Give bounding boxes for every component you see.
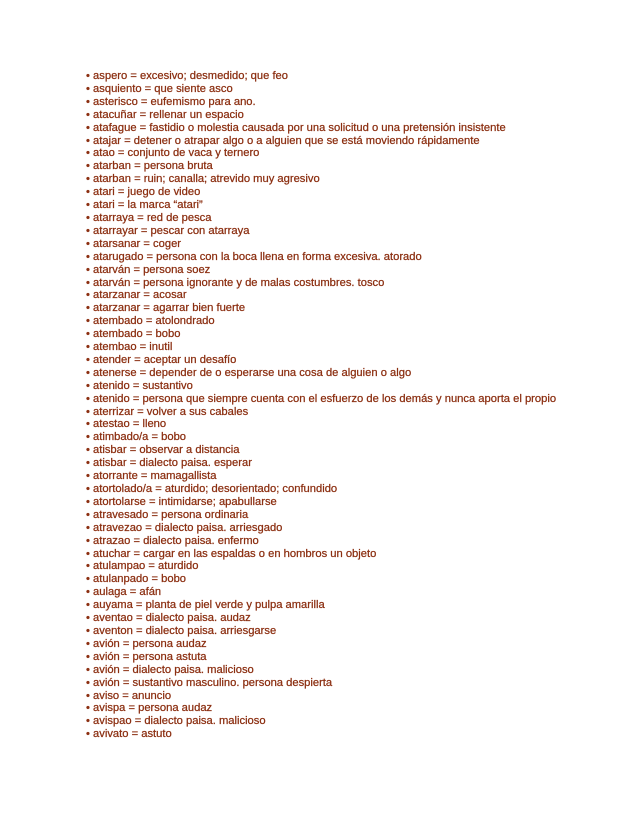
glossary-entry: • atarugado = persona con la boca llena en forma excesiva. atorado [86,250,422,263]
glossary-entry: • aterrizar = volver a sus cabales [86,405,249,418]
glossary-entry: • aviso = anuncio [86,689,172,702]
glossary-entry: • atisbar = dialecto paisa. esperar [86,457,252,470]
glossary-entry: • atimbado/a = bobo [86,431,187,444]
glossary-entry: • aventao = dialecto paisa. audaz [86,612,251,625]
glossary-entry: • atao = conjunto de vaca y ternero [86,147,260,160]
glossary-entry: • atender = aceptar un desafío [86,353,237,366]
glossary-list [86,70,558,741]
glossary-entry: • avión = dialecto paisa. malicioso [86,663,254,676]
glossary-entry: • atarban = ruin; canalla; atrevido muy agresivo [86,173,320,186]
glossary-entry: • asterisco = eufemismo para ano. [86,95,256,108]
glossary-entry: • aulaga = afán [86,586,162,599]
glossary-entry: • atarzanar = agarrar bien fuerte [86,302,246,315]
glossary-entry: • atari = la marca “atari” [86,199,203,212]
glossary-entry: • avión = persona audaz [86,637,207,650]
glossary-entry: • asquiento = que siente asco [86,82,233,95]
glossary-entry: • atafague = fastidio o molestia causada por una solicitud o una pretensión insistente [86,121,506,134]
glossary-entry: • aventon = dialecto paisa. arriesgarse [86,624,277,637]
glossary-entry: • atarraya = red de pesca [86,211,212,224]
glossary-entry: • atestao = lleno [86,418,167,431]
glossary-entry: • avión = sustantivo masculino. persona despierta [86,676,333,689]
glossary-entry: • atulampao = aturdido [86,560,199,573]
glossary-entry: • avión = persona astuta [86,650,207,663]
glossary-entry: • atembado = atolondrado [86,315,215,328]
glossary-entry: • avispao = dialecto paisa. malicioso [86,715,266,728]
glossary-entry: • aspero = excesivo; desmedido; que feo [86,70,288,82]
glossary-entry: • atisbar = observar a distancia [86,444,240,457]
glossary-entry: • atarzanar = acosar [86,289,187,302]
glossary-entry: • atortolado/a = aturdido; desorientado; confundido [86,483,338,495]
glossary-entry: • atarván = persona soez [86,263,211,276]
glossary-entry: • atenido = persona que siempre cuenta con el esfuerzo de los demás y nunca aporta el propio [86,392,557,405]
glossary-entry: • atari = juego de video [86,186,201,199]
glossary-entry: • atravesado = persona ordinaria [86,508,249,521]
glossary-entry: • atenerse = depender de o esperarse una cosa de alguien o algo [86,366,412,379]
glossary-entry: • atravezao = dialecto paisa. arriesgado [86,521,283,534]
glossary-entry: • atarván = persona ignorante y de malas costumbres. tosco [86,276,385,289]
glossary-entry: • atajar = detener o atrapar algo o a alguien que se está moviendo rápidamente [86,134,480,147]
glossary-entry: • atenido = sustantivo [86,379,193,392]
glossary-entry: • atarrayar = pescar con atarraya [86,224,250,237]
glossary-entry: • avispa = persona audaz [86,702,213,715]
glossary-entry: • atacuñar = rellenar un espacio [86,108,244,121]
glossary-entry: • atarsanar = coger [86,237,182,250]
glossary-entry: • atorrante = mamagallista [86,470,217,483]
glossary-entry: • atembao = inutil [86,341,173,354]
glossary-entry: • avivato = astuto [86,728,172,741]
glossary-entry: • atrazao = dialecto paisa. enfermo [86,534,259,547]
glossary-entry: • atortolarse = intimidarse; apabullarse [86,495,277,508]
glossary-entry: • atarban = persona bruta [86,160,213,173]
glossary-entry: • atulanpado = bobo [86,573,187,586]
glossary-entry: • atuchar = cargar en las espaldas o en hombros un objeto [86,547,377,560]
glossary-entry: • auyama = planta de piel verde y pulpa amarilla [86,599,325,612]
glossary-entry: • atembado = bobo [86,328,181,341]
